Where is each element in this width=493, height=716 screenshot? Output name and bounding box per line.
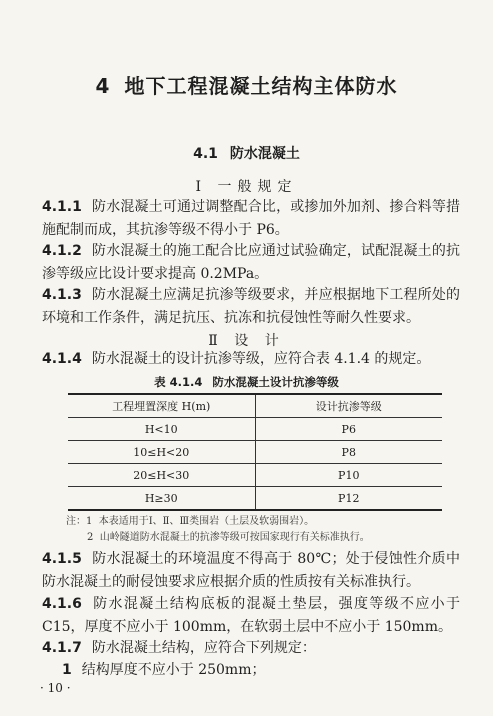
clause-4-1-6 xyxy=(42,593,460,639)
clause-text: 防水混凝土应满足抗渗等级要求，并应根据地下工程所处的环境和工作条件，满足抗压、抗冻和抗侵蚀性等耐久性要求。 xyxy=(42,287,460,326)
table-note-2 xyxy=(87,531,370,545)
clause-text: 防水混凝土可通过调整配合比，或掺加外加剂、掺合料等措施配制而成，其抗渗等级不得小于 P6。 xyxy=(42,199,460,238)
clause-4-1-5 xyxy=(42,548,460,594)
clause-4-1-3 xyxy=(42,284,460,330)
section-title xyxy=(0,143,493,163)
note-label: 注： xyxy=(66,516,86,527)
list-item-number: 1 xyxy=(62,662,72,678)
table-row xyxy=(68,418,442,441)
note-text: 山岭隧道防水混凝土的抗渗等级可按国家现行有关标准执行。 xyxy=(99,532,370,543)
clause-number: 4.1.3 xyxy=(42,287,82,303)
subhead-general: Ⅰ 一般规定 xyxy=(195,179,298,195)
clause-4-1-1 xyxy=(42,196,460,242)
chapter-title xyxy=(0,70,493,99)
page-number: · 10 · xyxy=(40,681,71,695)
table-number: 表 4.1.4 xyxy=(154,375,203,389)
table-cell-grade: P8 xyxy=(255,441,442,464)
table-cell-depth: 10≤H<20 xyxy=(68,441,255,464)
subhead-design: Ⅱ 设 计 xyxy=(208,333,285,349)
table-header-row xyxy=(68,394,442,418)
clause-number: 4.1.6 xyxy=(42,596,82,612)
section-title-text: 防水混凝土 xyxy=(229,146,300,162)
clause-number: 4.1.5 xyxy=(42,551,82,567)
chapter-number: 4 xyxy=(95,74,111,98)
impermeability-grade-table xyxy=(68,393,442,511)
table-cell-grade: P10 xyxy=(255,464,442,487)
table-row xyxy=(68,441,442,464)
list-item-text: 结构厚度不应小于 250mm； xyxy=(81,662,266,678)
table-cell-depth: H≥30 xyxy=(68,487,255,511)
list-item-1 xyxy=(62,659,265,682)
note-number: 1 xyxy=(86,516,93,527)
clause-text: 防水混凝土结构底板的混凝土垫层，强度等级不应小于 C15，厚度不应小于 100mm，在软弱土层中不应小于 150mm。 xyxy=(42,596,460,635)
clause-4-1-2 xyxy=(42,240,460,286)
section-number: 4.1 xyxy=(193,146,218,162)
table-header-depth: 工程埋置深度 H(m) xyxy=(68,394,255,418)
clause-4-1-7 xyxy=(42,637,460,660)
note-text: 本表适用于Ⅰ、Ⅱ、Ⅲ类围岩（土层及软弱围岩）。 xyxy=(98,516,315,527)
table-row xyxy=(68,464,442,487)
chapter-title-text: 地下工程混凝土结构主体防水 xyxy=(124,74,398,98)
table-row xyxy=(68,487,442,511)
clause-number: 4.1.2 xyxy=(42,243,82,259)
table-cell-depth: H<10 xyxy=(68,418,255,441)
table-caption xyxy=(0,374,493,390)
table-note-1 xyxy=(66,515,314,529)
clause-text: 防水混凝土结构，应符合下列规定： xyxy=(91,640,316,656)
clause-text: 防水混凝土的环境温度不得高于 80℃；处于侵蚀性介质中防水混凝土的耐侵蚀要求应根据介质的性质按有关标准执行。 xyxy=(42,551,460,590)
note-number: 2 xyxy=(87,532,94,543)
table-cell-depth: 20≤H<30 xyxy=(68,464,255,487)
clause-text: 防水混凝土的施工配合比应通过试验确定，试配混凝土的抗渗等级应比设计要求提高 0.2MPa。 xyxy=(42,243,460,282)
table-cell-grade: P12 xyxy=(255,487,442,511)
table-header-grade: 设计抗渗等级 xyxy=(255,394,442,418)
clause-4-1-4 xyxy=(42,348,460,371)
table-cell-grade: P6 xyxy=(255,418,442,441)
clause-text: 防水混凝土的设计抗渗等级，应符合表 4.1.4 的规定。 xyxy=(91,351,431,367)
clause-number: 4.1.4 xyxy=(42,351,82,367)
clause-number: 4.1.1 xyxy=(42,199,82,215)
table-caption-text: 防水混凝土设计抗渗等级 xyxy=(212,375,339,389)
clause-number: 4.1.7 xyxy=(42,640,82,656)
